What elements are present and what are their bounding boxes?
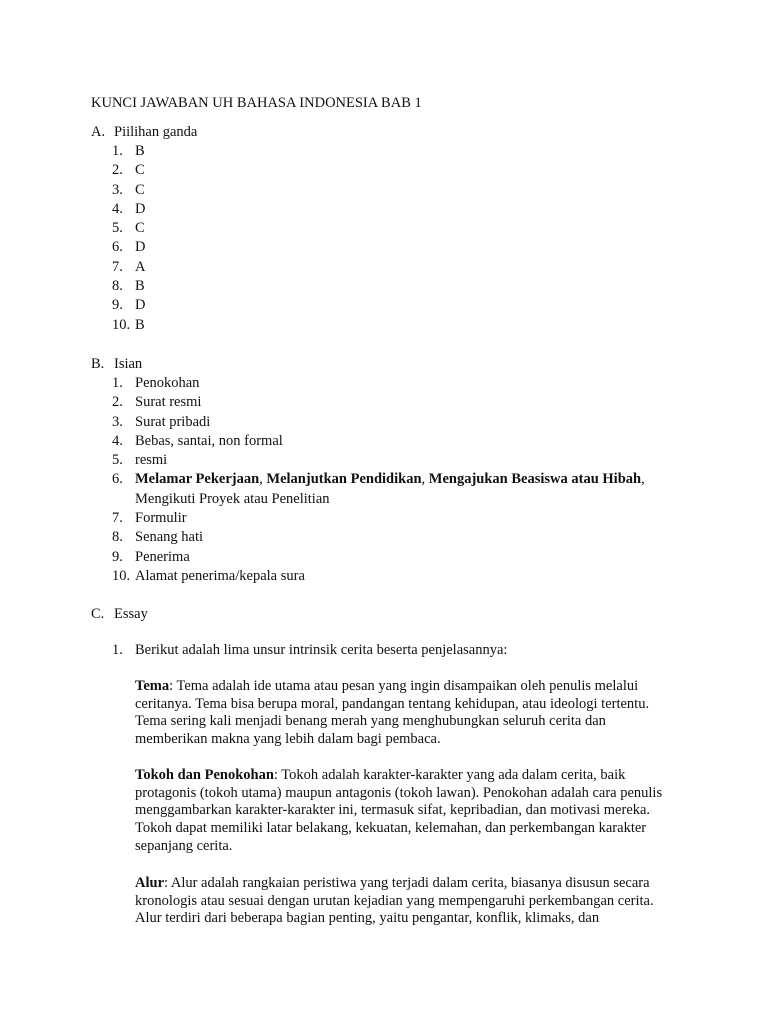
essay-intro: Berikut adalah lima unsur intrinsik cerita beserta penjelasannya: [135,642,508,658]
item-answer: A [135,258,146,275]
essay-question [112,642,692,660]
bold-phrase: Mengajukan Beasiswa atau Hibah [428,471,642,488]
section-heading [91,123,691,142]
item-number: 5. [112,452,123,469]
item-number: 2. [112,394,123,411]
item-number: 6. [112,471,123,488]
bold-phrase: Melanjutkan Pendidikan [266,471,422,488]
separator: , [421,471,429,488]
list-item [91,451,691,470]
section-label: Essay [114,606,148,622]
item-number: 4. [112,200,123,217]
essay-paragraph-alur [135,875,680,928]
item-number: 5. [112,220,123,237]
list-item [91,567,691,586]
item-answer: Formulir [135,510,187,527]
item-answer: B [135,316,145,333]
item-number: 6. [112,239,123,256]
essay-paragraph-tokoh [135,767,680,856]
list-item [91,258,691,277]
item-answer: B [135,278,145,295]
list-item [91,181,691,200]
list-item [91,393,691,412]
list-item [91,432,691,451]
section-label: Piilihan ganda [114,124,198,140]
section-essay [91,605,691,624]
item-number: 7. [112,510,123,527]
item-number: 2. [112,162,123,179]
section-label: Isian [114,356,143,372]
item-answer: Alamat penerima/kepala sura [135,567,305,584]
section-letter: C. [91,606,105,622]
list-item [91,219,691,238]
list-item [91,470,691,509]
item-number: 1. [112,143,123,159]
item-number: 8. [112,278,123,295]
list-item [91,142,691,161]
list-item [91,200,691,219]
item-number: 1. [112,642,123,658]
item-number: 7. [112,258,123,275]
item-answer: D [135,239,146,256]
paragraph-body: : Tema adalah ide utama atau pesan yang ingin disampaikan oleh penulis melalui ceritanya. Tema bisa berupa moral, pandangan tentang kehidupan, atau ideologi tertentu. Tema sering kali menjadi benang merah yang menghubungkan seluruh cerita dan memberikan makna yang lebih dalam bagi pembaca. [135,678,650,748]
item-number: 3. [112,181,123,198]
item-answer [135,470,691,509]
list-item [91,296,691,315]
list-item [91,277,691,296]
item-answer: C [135,162,145,179]
answer-continuation: Mengikuti Proyek atau Penelitian [135,490,330,507]
item-number: 4. [112,432,123,449]
list-item [91,238,691,257]
section-heading [91,605,691,624]
list-item [91,509,691,528]
list-item [91,316,691,335]
paragraph-term: Tokoh dan Penokohan [135,767,274,783]
item-answer: Senang hati [135,529,204,546]
item-answer: C [135,220,145,237]
section-heading [91,355,691,374]
paragraph-term: Alur [135,875,164,891]
list-item [91,413,691,432]
essay-paragraph-tema [135,678,680,749]
section-multiple-choice [91,123,691,335]
list-item [91,548,691,567]
separator: , [641,471,645,488]
separator: , [259,471,267,488]
item-number: 10. [112,567,131,584]
section-letter: B. [91,356,105,372]
document-title: KUNCI JAWABAN UH BAHASA INDONESIA BAB 1 [91,95,422,111]
item-answer: D [135,297,146,314]
item-number: 1. [112,375,123,391]
list-item [91,161,691,180]
bold-phrase: Melamar Pekerjaan [135,471,260,488]
item-number: 9. [112,297,123,314]
item-answer: Penokohan [135,375,200,391]
item-number: 3. [112,413,123,430]
item-number: 10. [112,316,131,333]
section-fill-in [91,355,691,586]
item-answer: resmi [135,452,168,469]
item-answer: Surat pribadi [135,413,211,430]
item-answer: Penerima [135,548,190,565]
item-answer: Bebas, santai, non formal [135,432,283,449]
item-answer: D [135,200,146,217]
answer-list [91,374,691,586]
answer-list [91,142,691,335]
paragraph-term: Tema [135,678,170,694]
item-answer: Surat resmi [135,394,202,411]
paragraph-body: : Alur adalah rangkaian peristiwa yang terjadi dalam cerita, biasanya disusun secara kronologis atau sesuai dengan urutan kejadian yang mempengaruhi perkembangan cerita. Alur terdiri dari beberapa bagian penting, yaitu pengantar, konflik, klimaks, dan [135,875,654,927]
list-item [91,374,691,393]
item-answer: C [135,181,145,198]
paragraph-body: : Tokoh adalah karakter-karakter yang ada dalam cerita, baik protagonis (tokoh utama) maupun antagonis (tokoh lawan). Penokohan adalah cara penulis menggambarkan karakter-karakter ini, termasuk sifat, kepribadian, dan motivasi mereka. Tokoh dapat memiliki latar belakang, kekuatan, kelemahan, dan perkembangan karakter sepanjang cerita. [135,767,663,854]
item-number: 8. [112,529,123,546]
item-answer: B [135,143,145,159]
section-letter: A. [91,124,106,140]
item-number: 9. [112,548,123,565]
list-item [91,528,691,547]
